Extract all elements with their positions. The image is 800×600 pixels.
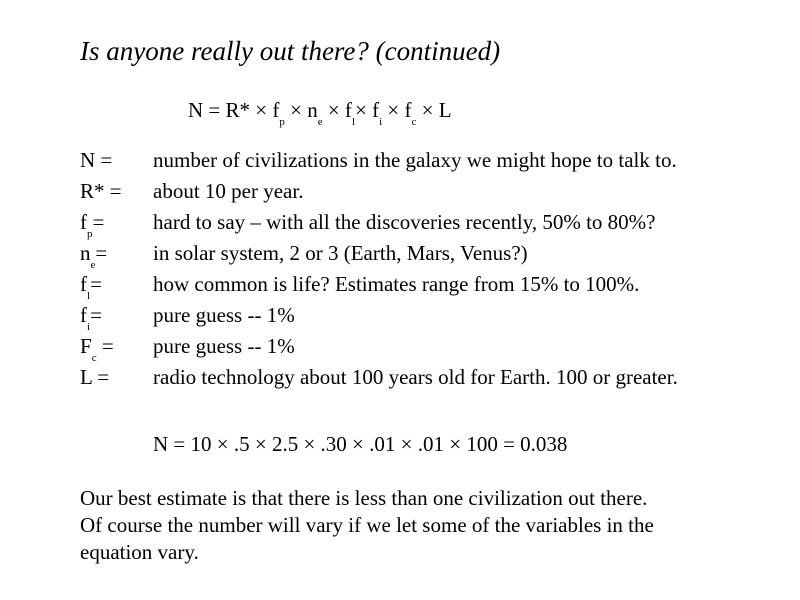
equation-term-fc: × f [382,98,412,122]
equation-subscript-p: p [279,116,285,128]
variable-symbol: $f_i=$ [80,303,102,333]
equation-subscript-c: c [411,116,417,128]
slide-title: Is anyone really out there? (continued) [80,36,501,66]
equation-term-l: × L [416,98,452,122]
drake-equation [188,98,452,128]
variable-symbol: N = [80,148,113,172]
variable-description: pure guess -- 1% [153,334,295,358]
variable-symbol: $f_l=$ [80,272,102,302]
equation-subscript-l: l [351,116,355,128]
variable-description: about 10 per year. [153,179,304,203]
variable-description: hard to say – with all the discoveries recently, 50% to 80%? [153,210,656,234]
variable-symbol: $n_e=$ [80,241,108,271]
conclusion-line-3: equation vary. [80,540,199,564]
equation-subscript-i: i [379,116,383,128]
variable-description: how common is life? Estimates range from 15% to 100%. [153,272,640,296]
equation-term-ne: × n [284,98,318,122]
equation-subscript-e: e [317,116,323,128]
equation-term-fi: × f [355,98,380,122]
variable-symbol: $f_p=$ [80,210,105,240]
equation-lhs: N = R* × f [188,98,280,122]
variable-symbol: $F_c$ = [80,334,114,364]
variable-description: pure guess -- 1% [153,303,295,327]
variable-description: in solar system, 2 or 3 (Earth, Mars, Venus?) [153,241,528,265]
calculation-line: N = 10 × .5 × 2.5 × .30 × .01 × .01 × 100 = 0.038 [153,432,568,456]
conclusion-paragraph [80,485,780,566]
conclusion-line-1: Our best estimate is that there is less than one civilization out there. [80,486,648,510]
conclusion-line-2: Of course the number will vary if we let some of the variables in the [80,513,654,537]
variable-description: number of civilizations in the galaxy we might hope to talk to. [153,148,677,172]
variable-symbol: R* = [80,179,122,203]
variable-description: radio technology about 100 years old for Earth. 100 or greater. [153,365,678,389]
equation-term-fl: × f [322,98,352,122]
variable-symbol: L = [80,365,110,389]
